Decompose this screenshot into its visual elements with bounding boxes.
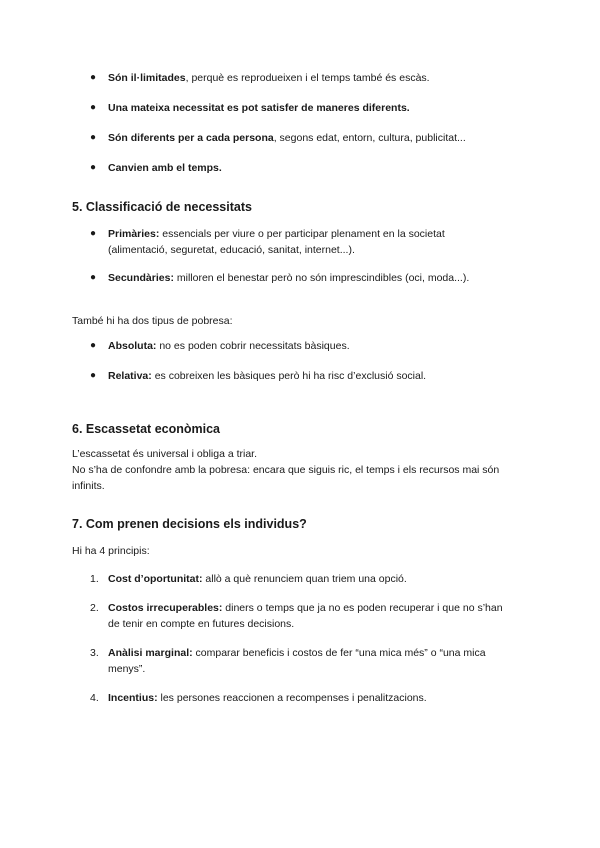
item-bold: Costos irrecuperables: (108, 602, 223, 614)
paragraph: No s’ha de confondre amb la pobresa: encara que siguis ric, el temps i els recursos mai són (72, 464, 500, 476)
item-bold: Són il·limitades (108, 72, 186, 84)
section-heading: 5. Classificació de necessitats (72, 200, 252, 214)
list-number: 3. (90, 647, 99, 659)
item-bold: Relativa: (108, 370, 152, 382)
item-bold: Absoluta: (108, 340, 157, 352)
item-text: de tenir en compte en futures decisions. (108, 618, 295, 630)
paragraph: Hi ha 4 principis: (72, 545, 150, 557)
bullet-icon: ● (90, 272, 97, 283)
list-number: 2. (90, 602, 99, 614)
paragraph: infinits. (72, 480, 105, 492)
paragraph: L’escassetat és universal i obliga a triar. (72, 448, 258, 460)
item-text: milloren el benestar però no són imprescindibles (oci, moda...). (173, 272, 470, 284)
item-bold: Primàries: (108, 228, 160, 240)
item-text: es cobreixen les bàsiques però hi ha risc d’exclusió social. (151, 370, 427, 382)
item-text: menys”. (108, 663, 146, 675)
item-bold: Anàlisi marginal: (108, 647, 193, 659)
bullet-icon: ● (90, 228, 97, 239)
item-text: , segons edat, entorn, cultura, publicitat... (273, 132, 466, 144)
item-text: , perquè es reprodueixen i el temps també és escàs. (185, 72, 430, 84)
list-number: 1. (90, 573, 99, 585)
bullet-icon: ● (90, 340, 97, 351)
bullet-icon: ● (90, 72, 97, 83)
section-heading: 6. Escassetat econòmica (72, 422, 220, 436)
item-bold: Incentius: (108, 692, 158, 704)
item-text: (alimentació, seguretat, educació, sanitat, internet...). (108, 244, 355, 256)
item-text: les persones reaccionen a recompenses i penalitzacions. (157, 692, 427, 704)
list-number: 4. (90, 692, 99, 704)
bullet-icon: ● (90, 102, 97, 113)
item-text: comparar beneficis i costos de fer “una mica més” o “una mica (192, 647, 486, 659)
item-text: essencials per viure o per participar plenament en la societat (159, 228, 445, 240)
item-bold: Són diferents per a cada persona (108, 132, 274, 144)
item-bold: Una mateixa necessitat es pot satisfer de maneres diferents. (108, 102, 410, 114)
paragraph: També hi ha dos tipus de pobresa: (72, 315, 233, 327)
bullet-icon: ● (90, 132, 97, 143)
item-bold: Secundàries: (108, 272, 174, 284)
item-text: diners o temps que ja no es poden recuperar i que no s’han (222, 602, 503, 614)
item-bold: Cost d’oportunitat: (108, 573, 203, 585)
bullet-icon: ● (90, 370, 97, 381)
item-text: no es poden cobrir necessitats bàsiques. (156, 340, 350, 352)
section-heading: 7. Com prenen decisions els individus? (72, 517, 307, 531)
item-bold: Canvien amb el temps. (108, 162, 222, 174)
bullet-icon: ● (90, 162, 97, 173)
item-text: allò a què renunciem quan triem una opció. (202, 573, 407, 585)
